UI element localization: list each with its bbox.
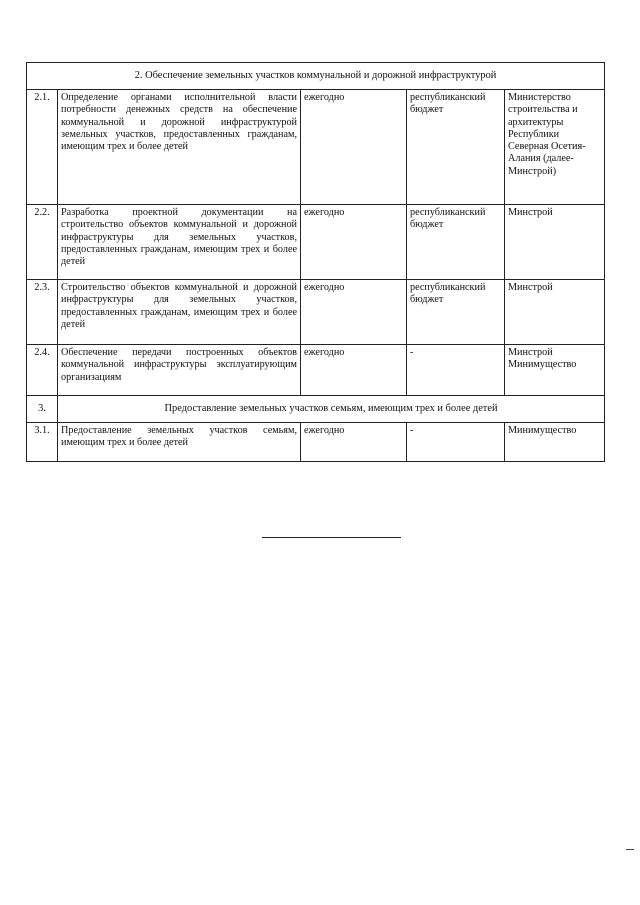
row-description: Разработка проектной документации на строительство объектов коммунальной и дорожной инфраструктуры для земельных участков, предоставленных гражданам, имеющим трех и более детей — [58, 205, 301, 280]
row-term: ежегодно — [301, 423, 407, 462]
row-number: 2.4. — [27, 345, 58, 396]
row-term: ежегодно — [301, 345, 407, 396]
row-number: 2.3. — [27, 280, 58, 345]
row-term: ежегодно — [301, 205, 407, 280]
row-description: Строительство объектов коммунальной и дорожной инфраструктуры для земельных участков, предоставленных гражданам, имеющим трех и более детей — [58, 280, 301, 345]
table-row — [27, 280, 605, 345]
row-number: 2.2. — [27, 205, 58, 280]
table-row — [27, 90, 605, 205]
separator-line — [262, 537, 401, 538]
row-description: Обеспечение передачи построенных объектов коммунальной инфраструктуры эксплуатирующим организациям — [58, 345, 301, 396]
row-funding-source: - — [407, 423, 505, 462]
row-number: 3.1. — [27, 423, 58, 462]
row-term: ежегодно — [301, 280, 407, 345]
row-funding-source: республиканский бюджет — [407, 280, 505, 345]
section-3-title: Предоставление земельных участков семьям, имеющим трех и более детей — [58, 396, 605, 423]
row-description: Определение органами исполнительной власти потребности денежных средств на обеспечение коммунальной и дорожной инфраструктурой земельных участков, предоставленных гражданам, имеющим трех и более детей — [58, 90, 301, 205]
section-3-header-row — [27, 396, 605, 423]
table-row — [27, 345, 605, 396]
section-3-number: 3. — [27, 396, 58, 423]
row-description: Предоставление земельных участков семьям, имеющим трех и более детей — [58, 423, 301, 462]
table-row — [27, 205, 605, 280]
row-responsible: Минстрой Минимущество — [505, 345, 605, 396]
row-responsible: Минимущество — [505, 423, 605, 462]
page-edge-mark — [626, 849, 634, 850]
table-row — [27, 423, 605, 462]
section-2-header-row — [27, 63, 605, 90]
row-responsible: Министерство строительства и архитектуры Республики Северная Осетия-Алания (далее- Минстрой) — [505, 90, 605, 205]
row-responsible: Минстрой — [505, 205, 605, 280]
row-number: 2.1. — [27, 90, 58, 205]
row-funding-source: - — [407, 345, 505, 396]
row-funding-source: республиканский бюджет — [407, 205, 505, 280]
section-2-title: 2. Обеспечение земельных участков коммунальной и дорожной инфраструктурой — [27, 63, 605, 90]
row-term: ежегодно — [301, 90, 407, 205]
row-funding-source: республиканский бюджет — [407, 90, 505, 205]
plan-table — [26, 62, 605, 462]
row-responsible: Минстрой — [505, 280, 605, 345]
